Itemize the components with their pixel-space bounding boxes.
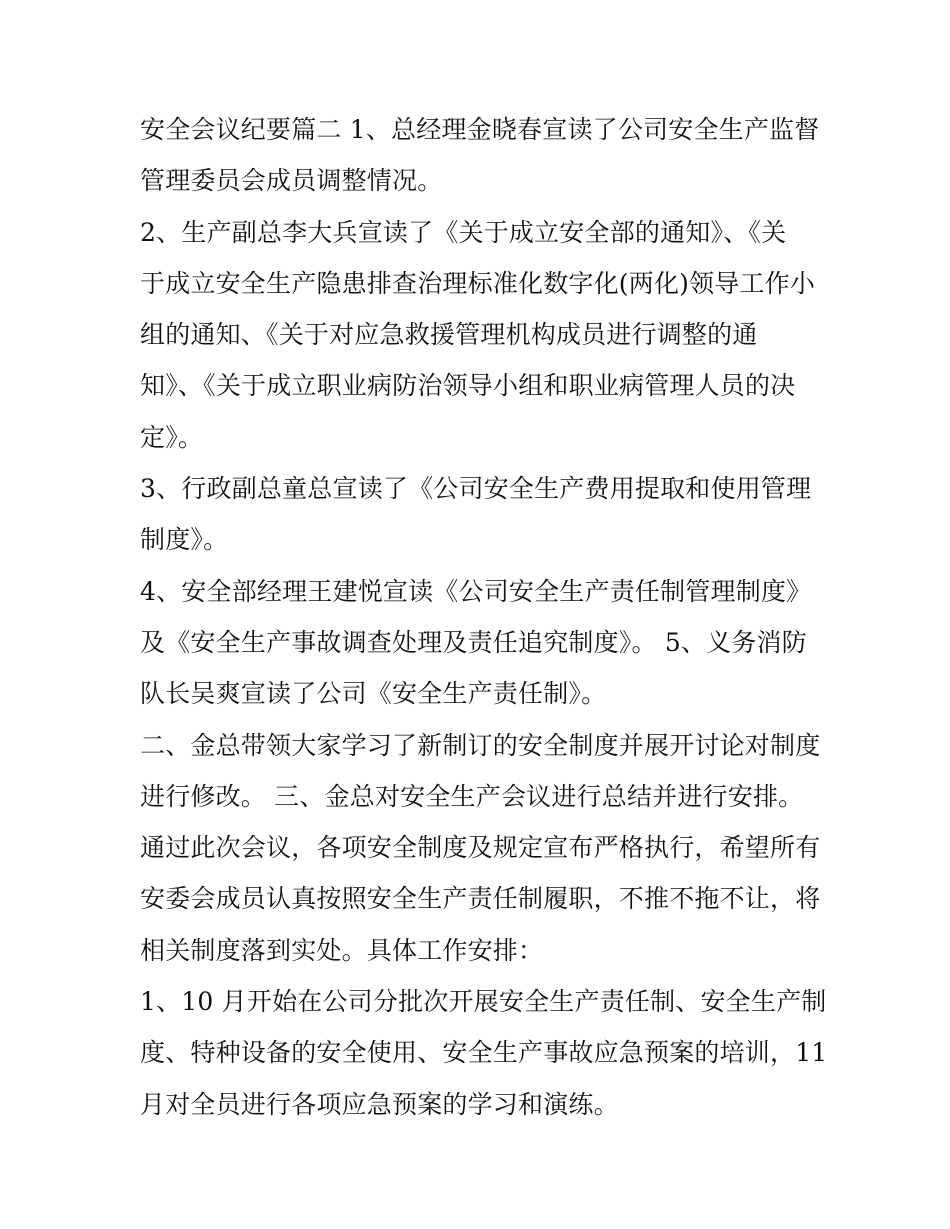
text-line-11: 及《安全生产事故调查处理及责任追究制度》。 5、义务消防 xyxy=(140,627,807,657)
text-line-2: 管理委员会成员调整情况。 xyxy=(140,166,443,196)
text-line-19: 度、特种设备的安全使用、安全生产事故应急预案的培训，11 xyxy=(140,1038,828,1068)
text-line-16: 安委会成员认真按照安全生产责任制履职，不推不拖不让，将 xyxy=(140,884,821,914)
text-line-7: 定》。 xyxy=(140,422,204,452)
text-line-4: 于成立安全生产隐患排查治理标准化数字化(两化)领导工作小 xyxy=(140,268,816,298)
text-line-3: 2、生产副总李大兵宣读了《关于成立安全部的通知》、《关 xyxy=(140,217,787,247)
document-body xyxy=(140,104,828,1130)
text-line-18: 1、10 月开始在公司分批次开展安全生产责任制、安全生产制 xyxy=(140,987,827,1017)
text-line-6: 知》、《关于成立职业病防治领导小组和职业病管理人员的决 xyxy=(140,371,796,401)
text-line-20: 月对全员进行各项应急预案的学习和演练。 xyxy=(140,1089,619,1119)
text-line-8: 3、行政副总童总宣读了《公司安全生产费用提取和使用管理 xyxy=(140,474,812,504)
text-line-12: 队长吴爽宣读了公司《安全生产责任制》。 xyxy=(140,679,607,709)
text-line-15: 通过此次会议，各项安全制度及规定宣布严格执行，希望所有 xyxy=(140,833,821,863)
text-line-14: 进行修改。 三、金总对安全生产会议进行总结并进行安排。 xyxy=(140,781,804,811)
text-line-9: 制度》。 xyxy=(140,525,229,555)
text-line-1: 安全会议纪要篇二 1、总经理金晓春宣读了公司安全生产监督 xyxy=(140,115,820,144)
text-line-5: 组的通知、《关于对应急救援管理机构成员进行调整的通 xyxy=(140,320,758,350)
text-line-13: 二、金总带领大家学习了新制订的安全制度并展开讨论对制度 xyxy=(140,730,821,760)
text-line-10: 4、安全部经理王建悦宣读《公司安全生产责任制管理制度》 xyxy=(140,576,812,606)
text-line-17: 相关制度落到实处。具体工作安排： xyxy=(140,935,544,965)
